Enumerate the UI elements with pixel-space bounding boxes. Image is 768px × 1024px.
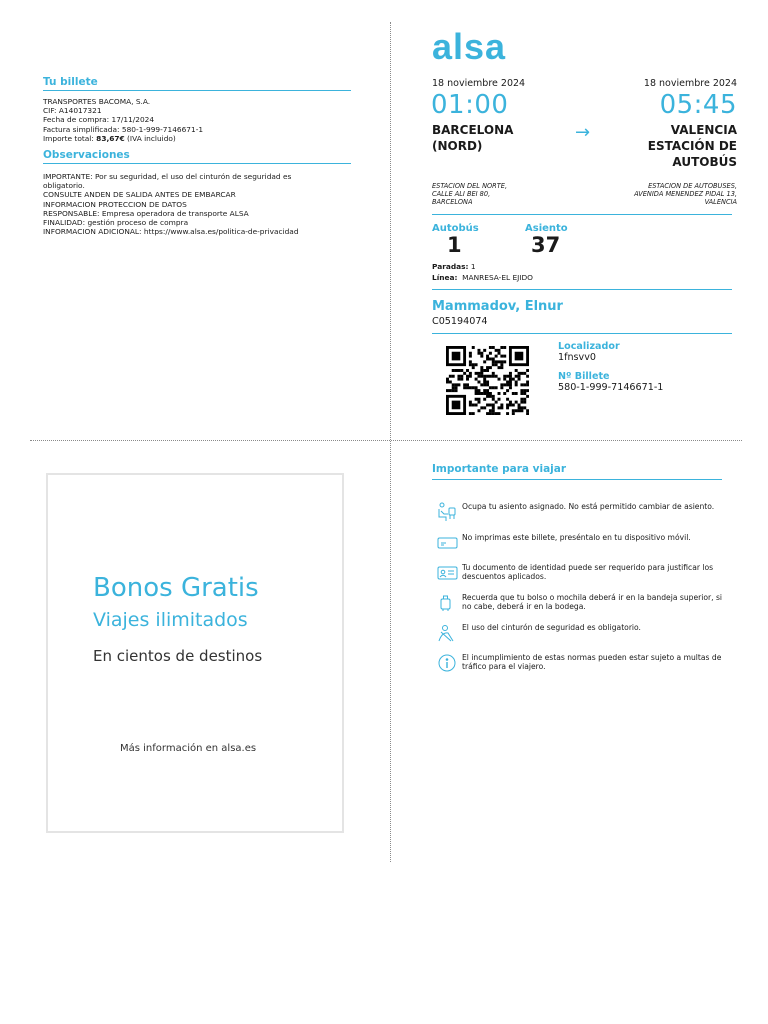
observations-title: Observaciones [43, 149, 130, 161]
arrival-address [634, 182, 737, 207]
tip-text: Ocupa tu asiento asignado. No está permitido cambiar de asiento. [462, 502, 715, 511]
departure-city [432, 122, 513, 154]
address-line: VALENCIA [704, 198, 737, 207]
vertical-fold-line [390, 22, 391, 862]
observation-line: RESPONSABLE: Empresa operadora de transporte ALSA [43, 208, 249, 218]
horizontal-fold-line [30, 440, 742, 441]
locator-label: Localizador [558, 341, 620, 352]
total-suffix: (IVA incluido) [124, 133, 176, 143]
tip-text: No imprimas este billete, preséntalo en tu dispositivo móvil. [462, 533, 691, 542]
promo-tagline: En cientos de destinos [93, 647, 263, 665]
tip-text: Recuerda que tu bolso o mochila deberá ir en la bandeja superior, si no cabe, deberá ir en la bodega. [462, 593, 723, 612]
observation-line: INFORMACION ADICIONAL: https://www.alsa.es/politica-de-privacidad [43, 227, 299, 237]
travel-tips-divider [432, 479, 722, 480]
seat-icon [436, 502, 458, 522]
promo-title: Bonos Gratis [93, 573, 259, 603]
ticket-info-line: CIF: A14017321 [43, 106, 102, 116]
arrival-city [648, 122, 737, 170]
stops-row [432, 262, 476, 271]
address-line: BARCELONA [432, 198, 473, 207]
departure-date: 18 noviembre 2024 [432, 78, 526, 89]
passenger-name: Mammadov, Elnur [432, 299, 563, 314]
seat-value: 37 [531, 233, 561, 257]
ticket-info-line: TRANSPORTES BACOMA, S.A. [43, 97, 151, 106]
travel-tips-title: Importante para viajar [432, 463, 567, 475]
departure-time: 01:00 [431, 90, 509, 120]
observation-line: obligatorio. [43, 181, 85, 191]
stops-value: 1 [470, 262, 476, 271]
journey-divider [432, 214, 732, 215]
ticket-info-line: Factura simplificada: 580-1-999-7146671-1 [43, 124, 204, 134]
mobile-ticket-icon [436, 533, 458, 553]
arrival-time: 05:45 [659, 90, 737, 120]
ticket-number-value: 580-1-999-7146671-1 [558, 382, 664, 393]
address-line: ESTACION DEL NORTE, [432, 182, 508, 190]
total-amount: 83,67€ [96, 133, 125, 143]
id-card-icon [436, 563, 458, 583]
tip-text: El uso del cinturón de seguridad es obligatorio. [462, 623, 641, 632]
tip-text: Tu documento de identidad puede ser requerido para justificar los descuentos aplicados. [462, 563, 714, 582]
alsa-logo [432, 30, 538, 64]
observation-line: CONSULTE ANDEN DE SALIDA ANTES DE EMBARCAR [43, 190, 236, 200]
ticket-info-divider [43, 90, 351, 91]
ticket-number-label: Nº Billete [558, 371, 610, 382]
passenger-divider [432, 333, 732, 334]
address-line: ESTACION DE AUTOBUSES, [648, 182, 737, 190]
bus-divider [432, 289, 732, 290]
observations-divider [43, 163, 351, 164]
promo-more-info: Más información en alsa.es [120, 743, 257, 754]
promo-banner [46, 473, 344, 833]
promo-subtitle: Viajes ilimitados [93, 609, 248, 631]
total-amount-line [43, 134, 353, 143]
tip-text: El incumplimiento de estas normas pueden estar sujeto a multas de tráfico para el viajero. [462, 653, 722, 672]
ticket-info-title: Tu billete [43, 76, 98, 88]
qr-code [446, 346, 529, 415]
bus-value: 1 [447, 233, 462, 257]
line-row [432, 273, 533, 282]
ticket-info-block [43, 97, 353, 143]
ticket-info-line: Fecha de compra: 17/11/2024 [43, 115, 155, 125]
departure-address [432, 182, 507, 207]
luggage-icon [436, 593, 458, 613]
arrival-city-line: VALENCIA [670, 123, 737, 137]
departure-city-line: BARCELONA [432, 123, 514, 137]
address-line: AVENIDA MENENDEZ PIDAL 13, [634, 190, 737, 199]
seat-label: Asiento [525, 223, 568, 234]
address-line: CALLE ALI BEI 80, [432, 190, 491, 199]
departure-city-line: (NORD) [432, 139, 483, 153]
arrival-city-line: AUTOBÚS [672, 155, 737, 169]
logo-text: alsa [432, 30, 507, 64]
info-icon [436, 653, 458, 673]
observation-line: INFORMACION PROTECCION DE DATOS [43, 199, 187, 209]
arrival-city-line: ESTACIÓN DE [647, 139, 737, 153]
line-label: Línea: [432, 273, 458, 282]
passenger-document: C05194074 [432, 316, 488, 327]
bus-label: Autobús [432, 223, 479, 234]
observation-line: FINALIDAD: gestión proceso de compra [43, 218, 189, 228]
locator-value: 1fnsvv0 [558, 352, 597, 363]
observations-block [43, 172, 363, 236]
total-prefix: Importe total: [43, 133, 97, 143]
observation-line: IMPORTANTE: Por su seguridad, el uso del cinturón de seguridad es [43, 172, 292, 181]
line-value: MANRESA-EL EJIDO [462, 273, 533, 282]
stops-label: Paradas: [432, 262, 469, 271]
seatbelt-icon [436, 623, 458, 643]
arrival-date: 18 noviembre 2024 [643, 78, 737, 89]
route-arrow-icon: → [575, 122, 591, 143]
